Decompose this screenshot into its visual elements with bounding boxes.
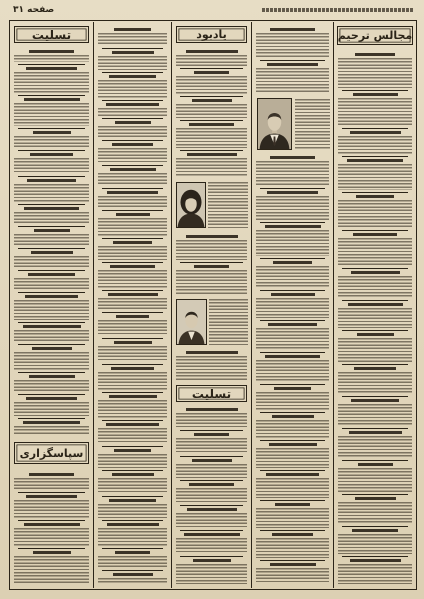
notice-text-lines	[256, 538, 329, 558]
notice-separator	[18, 270, 85, 271]
notice-title-line	[114, 449, 151, 452]
notice-separator	[18, 322, 85, 323]
notice-title-line	[115, 551, 150, 554]
notice-text-lines	[338, 98, 412, 126]
notice-text-lines	[176, 438, 247, 454]
portrait-image	[177, 300, 206, 344]
notice-title-line	[274, 387, 311, 390]
notice-text-lines	[98, 478, 167, 494]
notice-title-line	[265, 355, 320, 358]
notice-separator	[180, 530, 243, 531]
notice-title-line	[194, 433, 229, 436]
notice-separator	[102, 446, 163, 447]
notice-separator	[102, 420, 163, 421]
notice-title-line	[29, 473, 74, 476]
notice-text-lines	[176, 270, 247, 294]
notice-title-line	[357, 333, 394, 336]
notice-title-line	[356, 195, 394, 198]
notice-title-line	[109, 395, 157, 398]
notice-text-lines	[176, 538, 247, 554]
notice-text-lines	[98, 108, 167, 116]
notice-title-line	[184, 533, 240, 536]
notice-separator	[180, 480, 243, 481]
notice-title-line	[116, 315, 149, 318]
notice-title-line	[267, 63, 318, 66]
notice-text-lines	[14, 300, 89, 320]
notice-separator	[18, 394, 85, 395]
notice-text-lines	[338, 276, 412, 298]
notice-text-lines	[98, 218, 167, 236]
notice-title-line	[189, 483, 234, 486]
notice-text-lines	[14, 556, 89, 584]
notice-text-lines	[14, 103, 89, 126]
notice-text-lines	[256, 478, 329, 498]
notice-text-lines	[98, 346, 167, 362]
notice-separator	[180, 262, 243, 263]
notice-text-lines	[98, 246, 167, 260]
notice-separator	[342, 156, 408, 157]
notice-text-lines	[256, 508, 329, 528]
notice-separator	[180, 505, 243, 506]
notice-text-lines	[176, 240, 247, 260]
notice-text-lines	[338, 338, 412, 362]
notice-title-line	[272, 533, 313, 536]
notice-title-line	[358, 463, 393, 466]
notice-separator	[18, 128, 85, 129]
notice-separator	[342, 556, 408, 557]
notice-title-line	[352, 529, 398, 532]
notice-separator	[102, 570, 163, 571]
notice-separator	[260, 320, 325, 321]
notice-title-line	[271, 293, 315, 296]
column-divider	[251, 22, 252, 588]
notice-text-lines	[98, 298, 167, 310]
notice-title-line	[268, 323, 317, 326]
notice-title-line	[349, 431, 402, 434]
notice-separator	[102, 238, 163, 239]
notice-separator	[102, 262, 163, 263]
notice-text-lines	[98, 372, 167, 390]
notice-separator	[342, 192, 408, 193]
notice-title-line	[109, 499, 156, 502]
column-divider	[171, 22, 172, 588]
notice-text-lines	[338, 308, 412, 328]
notice-separator	[18, 248, 85, 249]
notice-text-lines	[209, 299, 248, 345]
notice-text-lines	[14, 184, 89, 202]
notice-title-line	[115, 121, 151, 124]
notice-text-lines	[176, 564, 247, 584]
notice-title-line	[33, 131, 71, 134]
notice-separator	[342, 230, 408, 231]
notice-separator	[260, 412, 325, 413]
notice-text-lines	[14, 426, 89, 435]
notice-title-line	[186, 235, 238, 238]
notice-text-lines	[98, 556, 167, 568]
notice-separator	[342, 428, 408, 429]
notice-text-lines	[256, 298, 329, 318]
notice-title-line	[186, 351, 238, 354]
notice-separator	[102, 290, 163, 291]
notice-text-lines	[98, 148, 167, 163]
notice-text-lines	[176, 513, 247, 528]
thanks-heading: سپاسگزاری	[14, 442, 89, 464]
notice-title-line	[347, 159, 403, 162]
notice-title-line	[351, 271, 400, 274]
notice-text-lines	[256, 161, 329, 186]
notice-separator	[260, 440, 325, 441]
condolences-heading-left: تسلیت	[14, 26, 89, 43]
notice-title-line	[193, 559, 231, 562]
notice-title-line	[186, 408, 238, 411]
notice-text-lines	[14, 212, 89, 224]
notice-text-lines	[14, 478, 89, 490]
notice-separator	[102, 140, 163, 141]
notice-separator	[342, 494, 408, 495]
notice-separator	[260, 530, 325, 531]
notice-separator	[18, 418, 85, 419]
notice-title-line	[33, 551, 71, 554]
notice-separator	[102, 72, 163, 73]
notice-separator	[18, 150, 85, 151]
notice-separator	[260, 222, 325, 223]
notice-separator	[102, 548, 163, 549]
notice-separator	[102, 188, 163, 189]
notice-separator	[18, 95, 85, 96]
notice-text-lines	[256, 68, 329, 93]
page-number: صفحه ۳۱	[13, 5, 55, 15]
notice-title-line	[267, 191, 318, 194]
notice-text-lines	[14, 330, 89, 342]
notice-separator	[260, 60, 325, 61]
notice-separator	[18, 292, 85, 293]
notice-separator	[180, 430, 243, 431]
issue-date-line	[262, 8, 414, 12]
notice-separator	[102, 364, 163, 365]
notice-title-line	[110, 265, 155, 268]
notice-text-lines	[338, 468, 412, 492]
notice-separator	[342, 526, 408, 527]
notice-text-lines	[176, 464, 247, 478]
notice-separator	[18, 176, 85, 177]
mourning-ceremonies-heading: مجالس ترحیم	[337, 26, 413, 45]
notice-title-line	[27, 179, 76, 182]
notice-separator	[180, 150, 243, 151]
notice-title-line	[23, 325, 81, 328]
notice-title-line	[194, 71, 229, 74]
notice-separator	[102, 48, 163, 49]
notice-text-lines	[256, 196, 329, 220]
notice-text-lines	[338, 436, 412, 458]
notice-title-line	[192, 99, 232, 102]
portrait-image	[258, 99, 291, 149]
notice-text-lines	[338, 404, 412, 426]
notice-title-line	[109, 75, 156, 78]
notice-text-lines	[338, 534, 412, 554]
notice-text-lines	[176, 488, 247, 503]
notice-title-line	[110, 168, 156, 171]
notice-separator	[342, 128, 408, 129]
notice-title-line	[112, 51, 154, 54]
notice-separator	[342, 396, 408, 397]
notice-separator	[342, 300, 408, 301]
notice-text-lines	[176, 128, 247, 148]
notice-title-line	[270, 156, 315, 159]
column-divider	[333, 22, 334, 588]
notice-title-line	[192, 459, 232, 462]
portrait-photo	[176, 182, 206, 228]
notice-separator	[260, 384, 325, 385]
notice-title-line	[270, 28, 315, 31]
notice-title-line	[34, 229, 70, 232]
notice-separator	[260, 188, 325, 189]
notice-separator	[102, 165, 163, 166]
notice-separator	[260, 352, 325, 353]
notice-separator	[18, 344, 85, 345]
notice-separator	[180, 68, 243, 69]
notice-separator	[18, 204, 85, 205]
notice-text-lines	[14, 352, 89, 370]
notice-title-line	[24, 207, 79, 210]
notice-text-lines	[208, 182, 248, 228]
column-divider	[93, 22, 94, 588]
notice-title-line	[25, 295, 78, 298]
notice-title-line	[348, 303, 403, 306]
notice-title-line	[24, 98, 80, 101]
notice-separator	[102, 118, 163, 119]
notice-text-lines	[98, 428, 167, 444]
notice-separator	[18, 372, 85, 373]
notice-separator	[102, 392, 163, 393]
notice-text-lines	[256, 392, 329, 410]
notice-text-lines	[256, 420, 329, 438]
notice-text-lines	[256, 230, 329, 256]
notice-title-line	[30, 153, 73, 156]
notice-text-lines	[256, 360, 329, 382]
notice-separator	[102, 100, 163, 101]
notice-title-line	[28, 273, 75, 276]
notice-text-lines	[14, 136, 89, 148]
notice-separator	[180, 120, 243, 121]
notice-text-lines	[176, 104, 247, 118]
notice-title-line	[272, 415, 314, 418]
notice-separator	[18, 226, 85, 227]
notice-separator	[102, 470, 163, 471]
notice-separator	[342, 268, 408, 269]
notice-title-line	[23, 421, 80, 424]
notice-text-lines	[98, 126, 167, 138]
notice-title-line	[26, 397, 77, 400]
notice-title-line	[350, 131, 401, 134]
notice-text-lines	[176, 413, 247, 428]
notice-text-lines	[176, 76, 247, 94]
notice-title-line	[107, 523, 159, 526]
portrait-photo	[257, 98, 292, 150]
notice-title-line	[353, 93, 398, 96]
notice-text-lines	[338, 372, 412, 394]
notice-title-line	[111, 367, 154, 370]
notice-separator	[18, 492, 85, 493]
notice-separator	[102, 210, 163, 211]
notice-text-lines	[14, 380, 89, 392]
notice-title-line	[189, 123, 234, 126]
notice-separator	[260, 290, 325, 291]
notice-text-lines	[14, 234, 89, 246]
notice-text-lines	[98, 528, 167, 546]
notice-title-line	[113, 241, 152, 244]
notice-separator	[102, 312, 163, 313]
notice-title-line	[112, 473, 154, 476]
notice-text-lines	[14, 278, 89, 290]
portrait-photo	[176, 299, 207, 345]
notice-separator	[180, 96, 243, 97]
notice-separator	[260, 470, 325, 471]
notice-text-lines	[338, 564, 412, 584]
notice-title-line	[265, 225, 321, 228]
notice-text-lines	[176, 356, 247, 380]
notice-text-lines	[98, 173, 167, 186]
condolences-heading-center: تسلیت	[176, 385, 247, 402]
notice-separator	[260, 500, 325, 501]
notice-separator	[342, 90, 408, 91]
notice-separator	[102, 338, 163, 339]
notice-title-line	[116, 213, 150, 216]
notice-title-line	[24, 523, 80, 526]
notice-title-line	[107, 191, 158, 194]
portrait-image	[177, 183, 205, 227]
notice-title-line	[112, 143, 153, 146]
notice-title-line	[194, 265, 229, 268]
notice-title-line	[187, 508, 237, 511]
notice-title-line	[270, 563, 316, 566]
notice-separator	[18, 64, 85, 65]
notice-text-lines	[176, 158, 247, 176]
notice-separator	[18, 548, 85, 549]
notice-title-line	[351, 399, 399, 402]
notice-text-lines	[14, 72, 89, 93]
memorial-heading: یادبود	[176, 26, 247, 43]
notice-text-lines	[98, 400, 167, 418]
notice-text-lines	[338, 200, 412, 228]
notice-title-line	[187, 153, 237, 156]
notice-title-line	[275, 503, 310, 506]
notice-text-lines	[98, 454, 167, 468]
notice-text-lines	[14, 158, 89, 174]
notice-separator	[342, 364, 408, 365]
notice-text-lines	[176, 55, 247, 66]
notice-text-lines	[256, 328, 329, 350]
notice-text-lines	[338, 58, 412, 88]
notice-title-line	[186, 50, 238, 53]
notice-text-lines	[14, 256, 89, 268]
notice-separator	[18, 520, 85, 521]
notice-title-line	[32, 347, 72, 350]
notice-title-line	[266, 473, 319, 476]
notice-text-lines	[98, 56, 167, 70]
notice-text-lines	[256, 568, 329, 584]
notice-title-line	[26, 495, 77, 498]
notice-text-lines	[338, 238, 412, 266]
notice-text-lines	[14, 55, 89, 62]
notice-separator	[260, 258, 325, 259]
notice-text-lines	[98, 504, 167, 518]
notice-text-lines	[98, 320, 167, 336]
notice-separator	[260, 560, 325, 561]
notice-title-line	[354, 367, 396, 370]
notice-text-lines	[14, 500, 89, 518]
notice-title-line	[114, 28, 151, 31]
notice-text-lines	[295, 99, 330, 149]
notice-title-line	[29, 50, 74, 53]
notice-text-lines	[338, 164, 412, 190]
notice-text-lines	[338, 136, 412, 154]
notice-title-line	[353, 233, 397, 236]
notice-text-lines	[98, 578, 167, 584]
notice-text-lines	[98, 80, 167, 98]
notice-title-line	[355, 53, 395, 56]
notice-separator	[102, 520, 163, 521]
notice-title-line	[106, 423, 159, 426]
notice-separator	[180, 456, 243, 457]
notice-separator	[180, 556, 243, 557]
notice-title-line	[26, 67, 77, 70]
notice-text-lines	[256, 448, 329, 468]
notice-title-line	[269, 443, 317, 446]
notice-separator	[342, 460, 408, 461]
notice-title-line	[273, 261, 312, 264]
notice-text-lines	[14, 402, 89, 416]
notice-title-line	[31, 251, 73, 254]
notice-text-lines	[256, 266, 329, 288]
notice-text-lines	[98, 33, 167, 46]
notice-text-lines	[14, 528, 89, 546]
notice-text-lines	[338, 502, 412, 524]
notice-title-line	[350, 559, 401, 562]
notice-text-lines	[98, 270, 167, 288]
notice-separator	[342, 330, 408, 331]
notice-title-line	[29, 375, 75, 378]
notice-title-line	[113, 573, 153, 576]
notice-title-line	[114, 341, 152, 344]
notice-title-line	[108, 293, 158, 296]
notice-text-lines	[256, 33, 329, 58]
notice-separator	[102, 496, 163, 497]
notice-text-lines	[98, 196, 167, 208]
notice-title-line	[106, 103, 159, 106]
notice-title-line	[355, 497, 396, 500]
